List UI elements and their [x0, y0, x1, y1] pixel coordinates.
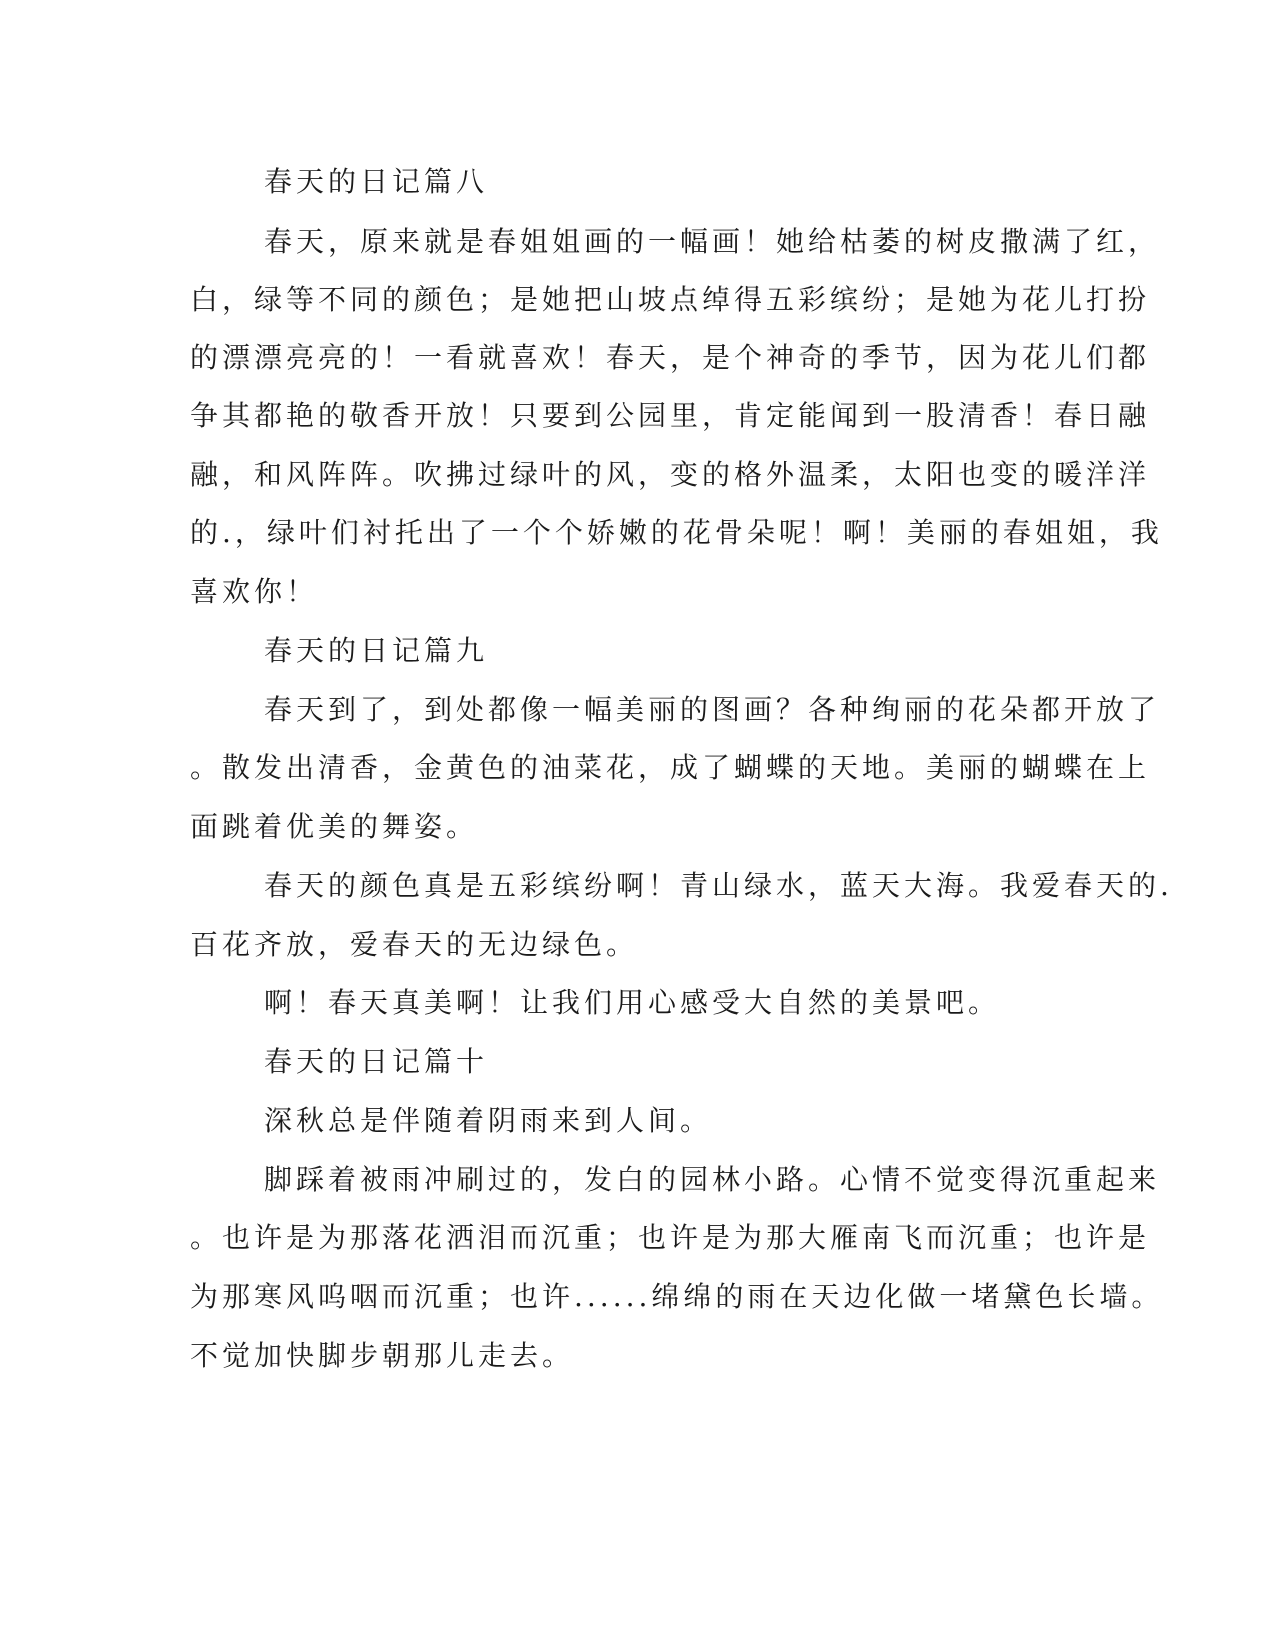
paragraph-line: 脚踩着被雨冲刷过的，发白的园林小路。心情不觉变得沉重起来	[264, 1163, 1161, 1196]
paragraph-line: 白，绿等不同的颜色；是她把山坡点绰得五彩缤纷；是她为花儿打扮	[190, 283, 1151, 316]
paragraph-line: 百花齐放，爱春天的无边绿色。	[190, 928, 639, 961]
paragraph-line: 啊！春天真美啊！让我们用心感受大自然的美景吧。	[264, 986, 1001, 1019]
paragraph-line: 不觉加快脚步朝那儿走去。	[190, 1339, 575, 1372]
paragraph-line: 面跳着优美的舞姿。	[190, 810, 479, 843]
heading-diary-9: 春天的日记篇九	[264, 634, 489, 667]
paragraph-line: 喜欢你！	[190, 575, 319, 608]
paragraph-line: 春天，原来就是春姐姐画的一幅画！她给枯萎的树皮撒满了红，	[264, 225, 1161, 258]
paragraph-line: 春天的颜色真是五彩缤纷啊！青山绿水，蓝天大海。我爱春天的.	[264, 869, 1173, 902]
paragraph-line: 融，和风阵阵。吹拂过绿叶的风，变的格外温柔，太阳也变的暖洋洋	[190, 458, 1151, 491]
paragraph-line: 。也许是为那落花洒泪而沉重；也许是为那大雁南飞而沉重；也许是	[190, 1221, 1151, 1254]
heading-diary-10: 春天的日记篇十	[264, 1045, 489, 1078]
paragraph-line: 的.，绿叶们衬托出了一个个娇嫩的花骨朵呢！啊！美丽的春姐姐，我	[190, 516, 1163, 549]
paragraph-line: 深秋总是伴随着阴雨来到人间。	[264, 1104, 713, 1137]
paragraph-line: 争其都艳的敬香开放！只要到公园里，肯定能闻到一股清香！春日融	[190, 399, 1151, 432]
paragraph-line: 。散发出清香，金黄色的油菜花，成了蝴蝶的天地。美丽的蝴蝶在上	[190, 751, 1151, 784]
paragraph-line: 为那寒风呜咽而沉重；也许......绵绵的雨在天边化做一堵黛色长墙。	[190, 1280, 1164, 1313]
heading-diary-8: 春天的日记篇八	[264, 165, 489, 198]
paragraph-line: 春天到了，到处都像一幅美丽的图画？各种绚丽的花朵都开放了	[264, 693, 1161, 726]
paragraph-line: 的漂漂亮亮的！一看就喜欢！春天，是个神奇的季节，因为花儿们都	[190, 341, 1151, 374]
